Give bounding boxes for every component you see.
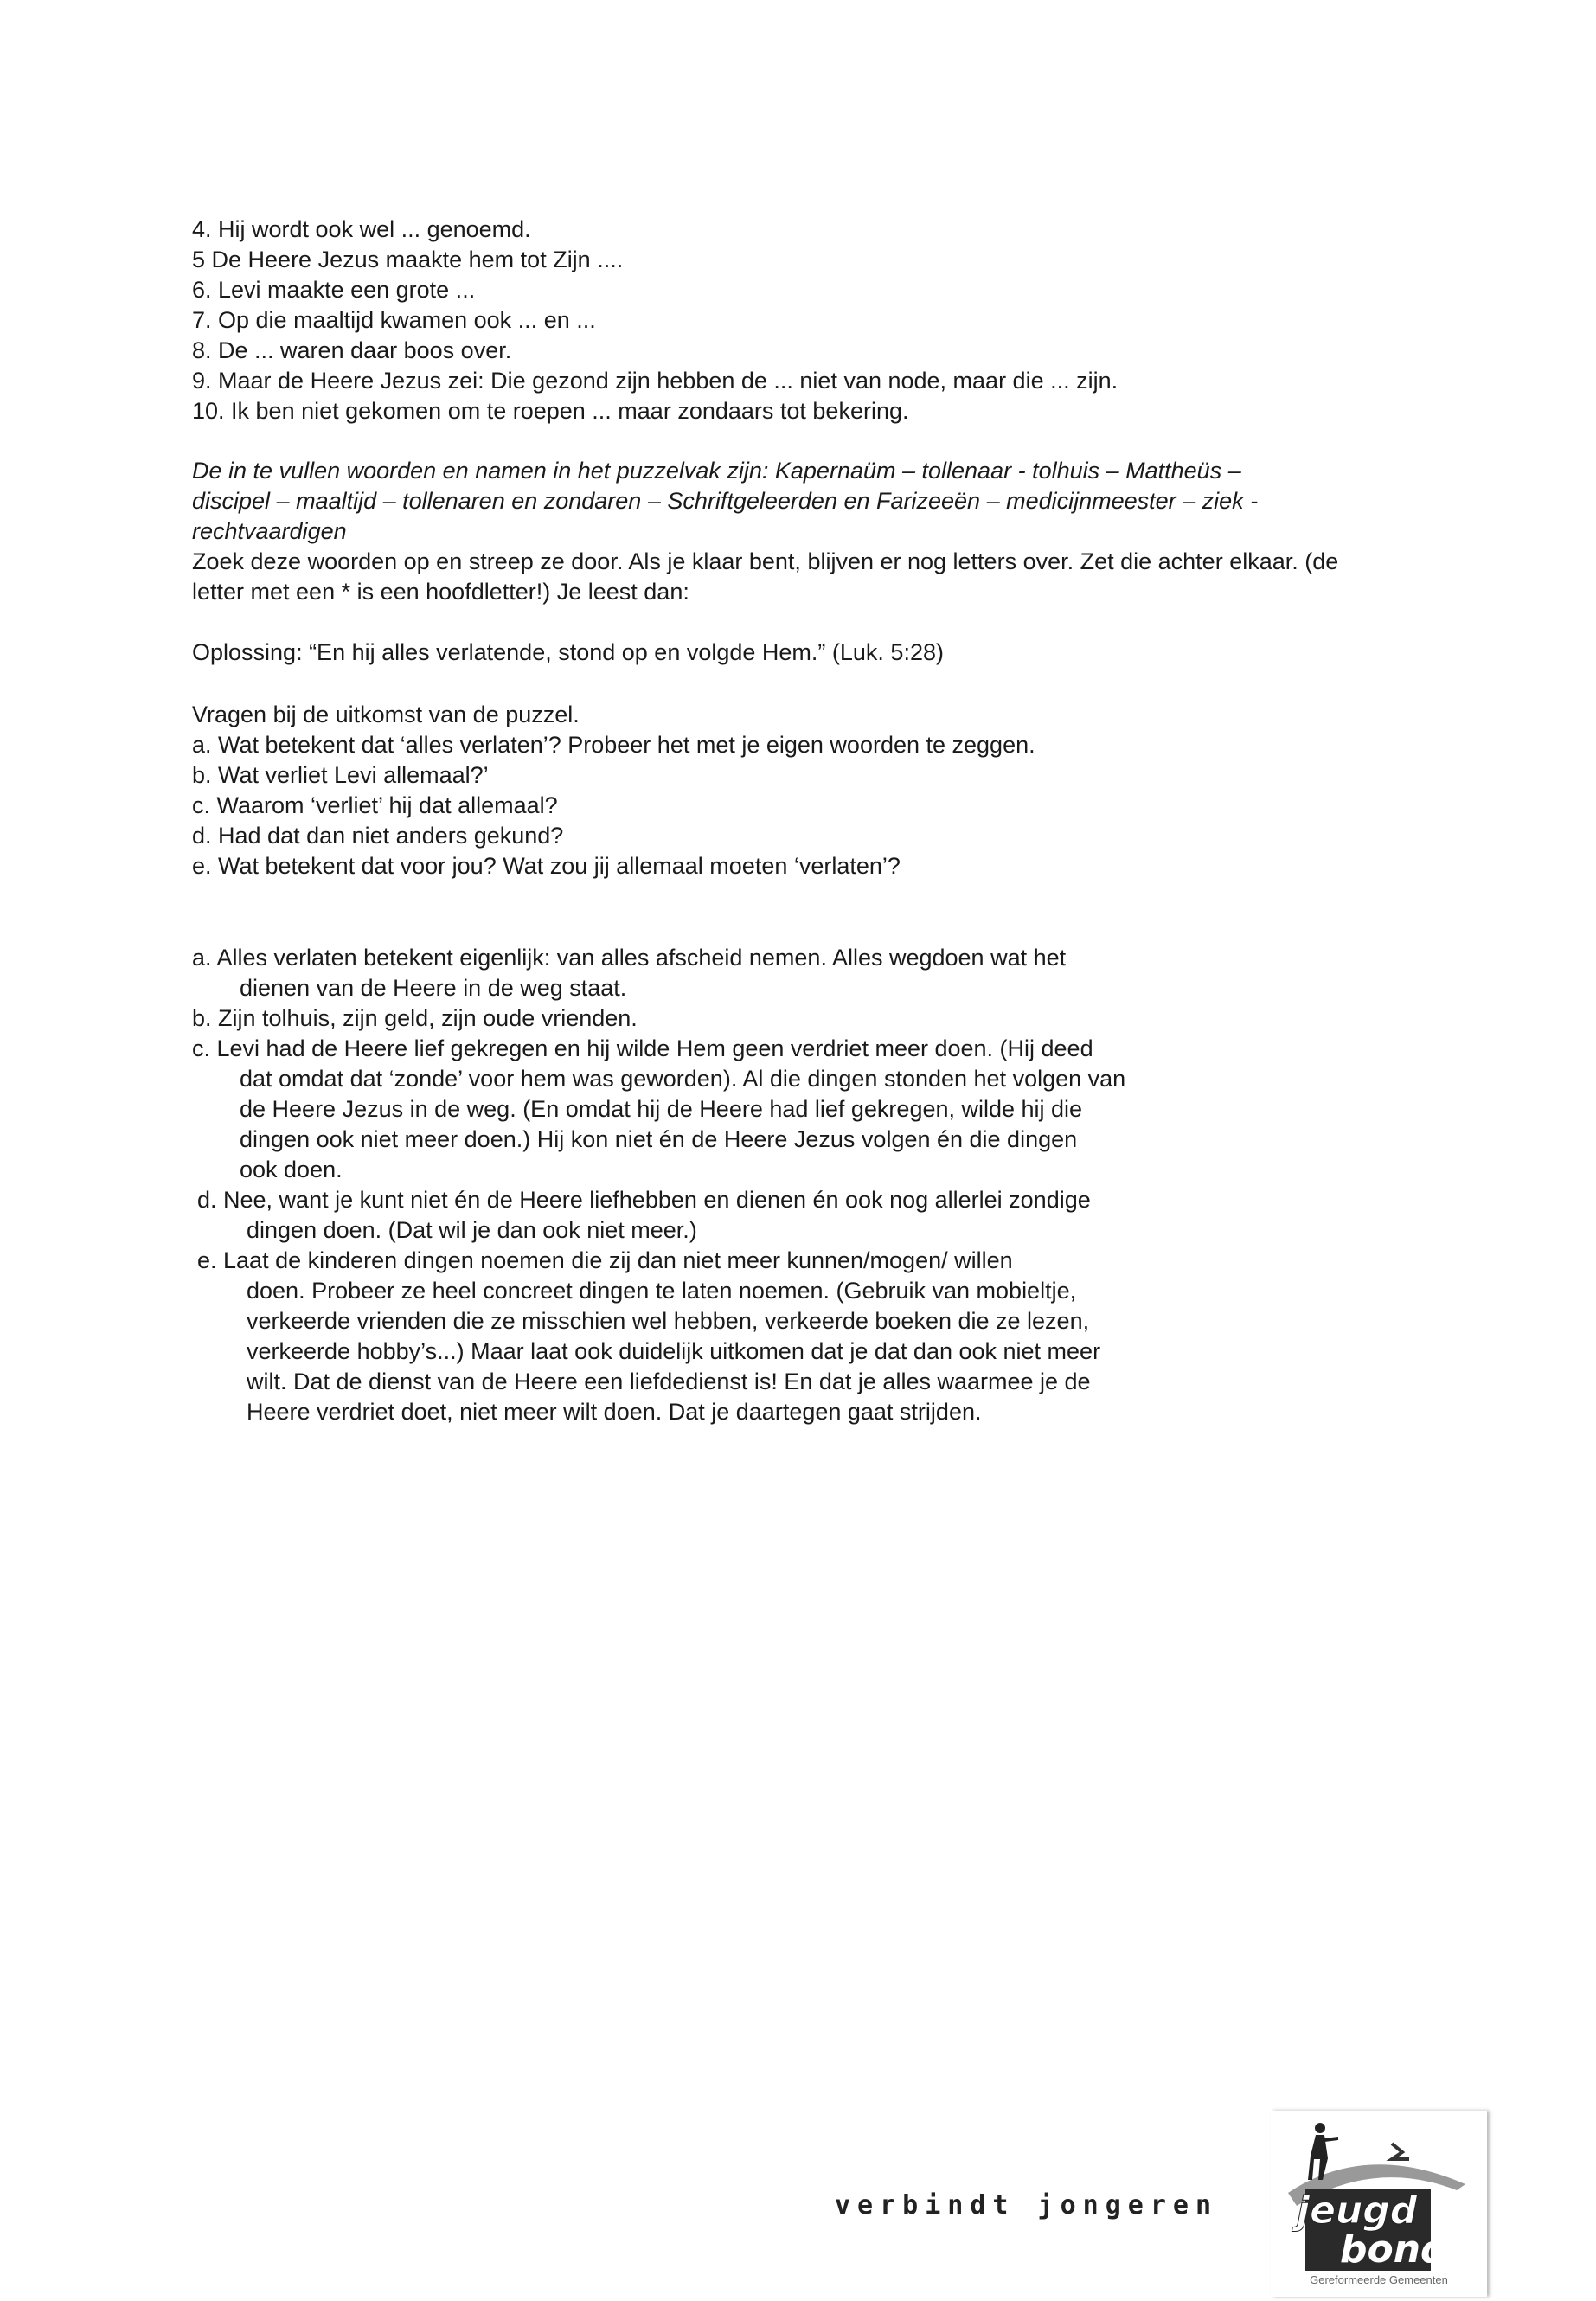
discussion-item: e. Wat betekent dat voor jou? Wat zou jij allemaal moeten ‘verlaten’? (192, 853, 901, 879)
answer-d-cont: dingen doen. (Dat wil je dan ook niet meer.) (247, 1217, 697, 1243)
discussion-heading: Vragen bij de uitkomst van de puzzel. (192, 702, 580, 727)
instruction-text: Zoek deze woorden op en streep ze door. Als je klaar bent, blijven er nog letters over. Zet die achter elkaar. (de (192, 548, 1339, 574)
answer-e-cont: verkeerde hobby’s...) Maar laat ook duidelijk uitkomen dat je dat dan ook niet meer (247, 1338, 1101, 1364)
answer-e: e. Laat de kinderen dingen noemen die zij dan niet meer kunnen/mogen/ willen (197, 1247, 1013, 1273)
logo-subtitle: Gereformeerde Gemeenten (1310, 2273, 1448, 2286)
jeugdbond-logo (1271, 2111, 1487, 2297)
discussion-item: c. Waarom ‘verliet’ hij dat allemaal? (192, 792, 558, 818)
question-item: 4. Hij wordt ook wel ... genoemd. (192, 216, 531, 242)
question-item: 5 De Heere Jezus maakte hem tot Zijn .... (192, 247, 624, 272)
answer-e-cont: doen. Probeer ze heel concreet dingen te laten noemen. (Gebruik van mobieltje, (247, 1278, 1077, 1304)
answer-c-cont: dingen ook niet meer doen.) Hij kon niet én de Heere Jezus volgen én die dingen (240, 1126, 1078, 1152)
answer-c-cont: dat omdat dat ‘zonde’ voor hem was geworden). Al die dingen stonden het volgen van (240, 1066, 1126, 1092)
discussion-item: a. Wat betekent dat ‘alles verlaten’? Probeer het met je eigen woorden te zeggen. (192, 732, 1035, 758)
answer-e-cont: Heere verdriet doet, niet meer wilt doen. Dat je daartegen gaat strijden. (247, 1399, 982, 1425)
answer-b: b. Zijn tolhuis, zijn geld, zijn oude vrienden. (192, 1005, 638, 1031)
question-item: 8. De ... waren daar boos over. (192, 337, 512, 363)
question-item: 9. Maar de Heere Jezus zei: Die gezond zijn hebben de ... niet van node, maar die ... zijn. (192, 368, 1118, 394)
answer-a: a. Alles verlaten betekent eigenlijk: van alles afscheid nemen. Alles wegdoen wat het (192, 945, 1067, 971)
answer-e-cont: wilt. Dat de dienst van de Heere een liefdedienst is! En dat je alles waarmee je de (247, 1368, 1091, 1394)
discussion-item: d. Had dat dan niet anders gekund? (192, 823, 564, 849)
word-list-line: De in te vullen woorden en namen in het puzzelvak zijn: Kapernaüm – tollenaar - tolhuis – Mattheüs – (192, 458, 1241, 484)
word-list-line: rechtvaardigen (192, 518, 347, 544)
question-item: 6. Levi maakte een grote ... (192, 277, 476, 303)
instruction-text: letter met een * is een hoofdletter!) Je leest dan: (192, 579, 689, 605)
footer-tagline: verbindt jongeren (835, 2190, 1219, 2221)
question-item: 7. Op die maaltijd kwamen ook ... en ... (192, 307, 596, 333)
answer-c: c. Levi had de Heere lief gekregen en hij wilde Hem geen verdriet meer doen. (Hij deed (192, 1035, 1093, 1061)
discussion-item: b. Wat verliet Levi allemaal?’ (192, 762, 489, 788)
answer-c-cont: ook doen. (240, 1157, 343, 1183)
word-list-line: discipel – maaltijd – tollenaren en zondaren – Schriftgeleerden en Farizeeën – medicijnmeester – ziek - (192, 488, 1259, 514)
question-item: 10. Ik ben niet gekomen om te roepen ... maar zondaars tot bekering. (192, 398, 909, 424)
logo-graphic (1271, 2111, 1487, 2297)
logo-word-bond: bond (1340, 2227, 1448, 2272)
logo-word-jeugd: jeugd (1297, 2189, 1418, 2233)
answer-e-cont: verkeerde vrienden die ze misschien wel hebben, verkeerde boeken die ze lezen, (247, 1308, 1090, 1334)
answer-d: d. Nee, want je kunt niet én de Heere liefhebben en dienen én ook nog allerlei zondige (197, 1187, 1091, 1213)
answer-a-cont: dienen van de Heere in de weg staat. (240, 975, 627, 1001)
answer-c-cont: de Heere Jezus in de weg. (En omdat hij de Heere had lief gekregen, wilde hij die (240, 1096, 1083, 1122)
solution-text: Oplossing: “En hij alles verlatende, stond op en volgde Hem.” (Luk. 5:28) (192, 639, 944, 665)
